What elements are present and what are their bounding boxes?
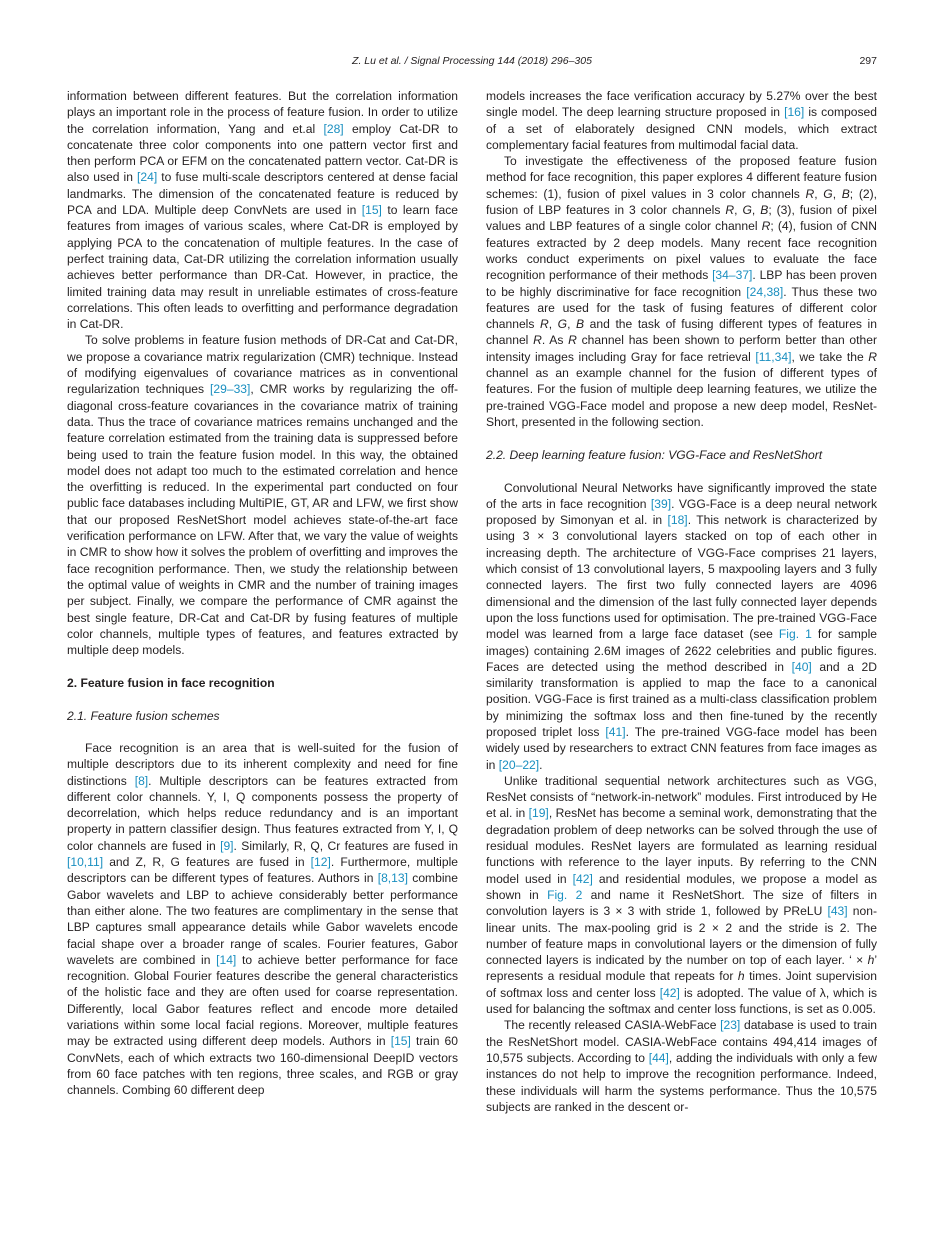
citation-link[interactable]: [16] — [784, 105, 805, 120]
citation-link[interactable]: [15] — [361, 203, 382, 218]
italic-symbol: B — [760, 203, 769, 218]
citation-link[interactable]: [9] — [220, 838, 234, 853]
subsection-heading: 2.2. Deep learning feature fusion: VGG-Face and ResNetShort — [486, 448, 823, 463]
italic-symbol: G — [742, 203, 752, 218]
citation-link[interactable]: [14] — [216, 952, 237, 967]
page-number: 297 — [859, 55, 877, 67]
figure-link[interactable]: Fig. 2 — [547, 887, 583, 902]
citation-link[interactable]: [24] — [137, 170, 158, 185]
citation-link[interactable]: [23] — [720, 1018, 741, 1033]
right-column — [486, 88, 877, 1115]
paragraph: Convolutional Neural Networks have significantly improved the state of the arts in face recognition [39]. VGG-Face is a deep neural network proposed by Simonyan et al. in [18]. This network is characterized by using 3 × 3 convolutional layers stacked on top of each other in increasing depth. The architecture of VGG-Face comprises 21 layers, which consist of 13 convolutional layers, 5 maxpooling layers and 3 fully connected layers. The first two fully connected layers are 4096 dimensional and the dimension of the last fully connected layer depends upon the loss functions used for optimisation. The pre-trained VGG-Face model was learned from a large face dataset (see Fig. 1 for sample images) containing 2.6M images of 2622 celebrities and public figures. Faces are detected using the method described in [40] and a 2D similarity transformation is applied to map the face to a canonical position. VGG-Face is first trained as a multi-class classification problem by minimizing the softmax loss and then fine-tuned by the recently proposed triplet loss [41]. The pre-trained VGG-face model has been widely used by researchers to extract CNN features from face images as in [20–22]. — [486, 480, 877, 772]
paragraph: information between different features. But the correlation information plays an important role in the process of feature fusion. In order to utilize the correlation information, Yang and et.al [28] employ Cat-DR to concatenate three color components into one pattern vector first and then perform PCA or EFM on the concatenated pattern vector. Cat-DR is also used in [24] to fuse multi-scale descriptors centered at dense facial landmarks. The dimension of the concatenated feature is reduced by PCA and LDA. Multiple deep ConvNets are used in [15] to learn face features from images of various scales, where Cat-DR is employed by applying PCA to the concatenation of multiple features. In the case of perfect training data, Cat-DR utilizing the correlation information usually achieves better performance than DR-Cat. However, in practice, the limited training data may result in unreliable estimates of cross-feature correlations. This often leads to overfitting and performance degradation in Cat-DR. — [67, 89, 459, 332]
italic-symbol: B — [841, 186, 850, 201]
citation-link[interactable]: [8,13] — [377, 871, 408, 886]
citation-link[interactable]: [28] — [323, 121, 344, 136]
citation-link[interactable]: [29–33] — [210, 382, 251, 397]
paragraph: To solve problems in feature fusion methods of DR-Cat and Cat-DR, we propose a covariance matrix regularization (CMR) technique. Instead of modifying eigenvalues of covariance matrices as in conventional regularization techniques [29–33], CMR works by regularizing the off-diagonal cross-feature covariances in the covariance matrix of training data. Thus the trace of covariance matrices remains unchanged and the feature correlation estimated from the training data is suppressed before being used to train the feature fusion model. In this way, the obtained model does not adapt too much to the estimated correlation and hence the overfitting is reduced. In the experimental part conducted on four public face databases including MultiPIE, GT, AR and LFW, we first show that our proposed ResNetShort model achieves state-of-the-art face verification performance on LFW. After that, we vary the value of weights in CMR to show how it solves the problem of overfitting and improves the face recognition performance. Then, we study the relationship between the optimal value of weights in CMR and the number of training images per subject. Finally, we compare the performance of CMR against the best single feature, DR-Cat and Cat-DR by fusing features of multiple color channels, multiple types of features, and features extracted by multiple deep models. — [67, 333, 458, 658]
citation-link[interactable]: [43] — [827, 904, 848, 919]
citation-link[interactable]: [18] — [667, 513, 688, 528]
citation-link[interactable]: [42] — [572, 871, 593, 886]
citation-link[interactable]: [24,38] — [746, 284, 784, 299]
citation-link[interactable]: [44] — [648, 1050, 669, 1065]
citation-link[interactable]: [41] — [605, 724, 626, 739]
citation-link[interactable]: [10,11] — [67, 855, 104, 870]
left-column — [67, 88, 458, 1099]
italic-symbol: R — [568, 333, 577, 348]
citation-link[interactable]: [39] — [650, 496, 672, 511]
paragraph: To investigate the effectiveness of the proposed feature fusion method for face recognition, this paper explores 4 different feature fusion schemes: (1), fusion of pixel values in 3 color channels R, G, B; (2), fusion of LBP features in 3 color channels R, G, B; (3), fusion of pixel values and LBP features of a single color channel R; (4), fusion of CNN features extracted by 2 deep models. Many recent face recognition works conduct experiments on pixel values to evaluate the face recognition performance of their methods [34–37]. LBP has been proven to be highly discriminative for face recognition [24,38]. Thus these two features are used for the task of fusing features of different color channels R, G, B and the task of fusing different types of features in channel R. As R channel has been shown to perform better than other intensity images including Gray for face retrieval [11,34], we take the R channel as an example channel for the fusion of different types of features. For the fusion of multiple deep learning features, we utilize the pre-trained VGG-Face model and propose a new deep model, ResNet-Short, presented in the following section. — [486, 154, 878, 429]
italic-symbol: h — [737, 969, 745, 984]
citation-link[interactable]: [15] — [390, 1034, 411, 1049]
paragraph: Unlike traditional sequential network architectures such as VGG, ResNet consists of “network-in-network” modules. First introduced by He et al. in [19], ResNet has become a seminal work, demonstrating that the degradation problem of deep networks can be solved through the use of residual modules. ResNet layers are formulated as learning residual functions with reference to the layer inputs. By referring to the CNN model used in [42] and residential modules, we propose a model as shown in Fig. 2 and name it ResNetShort. The size of filters in convolution layers is 3 × 3 with stride 1, followed by PReLU [43] non-linear units. The max-pooling grid is 2 × 2 and the stride is 2. The number of feature maps in convolutional layers or the dimension of fully connected layers is indicated by the number on top of each layer. ‘ × h’ represents a residual module that repeats for h times. Joint supervision of softmax loss and center loss [42] is adopted. The value of λ, which is used for balancing the softmax and center loss functions, is set as 0.005. — [486, 773, 877, 1017]
citation-link[interactable]: [34–37] — [712, 268, 753, 283]
italic-symbol: R — [725, 203, 735, 218]
citation-link[interactable]: [8] — [134, 773, 149, 788]
subsection-heading: 2.1. Feature fusion schemes — [67, 708, 220, 723]
citation-link[interactable]: [11,34] — [755, 349, 792, 364]
paragraph: Face recognition is an area that is well-suited for the fusion of multiple descriptors due to its inherent complexity and need for fine distinctions [8]. Multiple descriptors can be features extracted from different color channels. Y, I, Q components possess the property of decorrelation, which helps reduce redundancy and is an important property in pattern classifier design. Thus features extracted from Y, I, Q color channels are fused in [9]. Similarly, R, Q, Cr features are fused in [10,11] and Z, R, G features are fused in [12]. Furthermore, multiple descriptors can be different types of features. Authors in [8,13] combine Gabor wavelets and LBP to achieve considerably better performance than either alone. The two features are complimentary in the sense that LBP captures small appearance details while Gabor wavelets encode facial shape over a broader range of scales. Fourier features, Gabor wavelets are combined in [14] to achieve better performance for face recognition. Global Fourier features describe the general characteristics of the holistic face and they are often used for coarse representation. Differently, local Gabor features reflect and encode more detailed variations within some local facial regions. Moreover, multiple features may be extracted using different deep models. Authors in [15] train 60 ConvNets, each of which extracts two 160-dimensional DeepID vectors from 60 face patches with ten regions, three scales, and RGB or gray channels. Combing 60 different deep — [67, 740, 459, 1098]
italic-symbol: R — [540, 317, 549, 332]
running-header — [67, 55, 877, 71]
citation-link[interactable]: [40] — [791, 659, 812, 674]
section-heading: 2. Feature fusion in face recognition — [67, 676, 275, 691]
figure-link[interactable]: Fig. 1 — [778, 627, 812, 642]
paragraph: models increases the face verification accuracy by 5.27% over the best single model. The deep learning structure proposed in [16] is composed of a set of elaborately designed CNN models, which extract complementary facial features from multimodal facial data. — [486, 89, 877, 152]
citation-link[interactable]: [12] — [310, 855, 331, 870]
citation-link[interactable]: [20–22] — [498, 757, 540, 772]
paragraph: The recently released CASIA-WebFace [23] database is used to train the ResNetShort model. CASIA-WebFace contains 494,414 images of 10,575 subjects. According to [44], adding the individuals with only a few instances do not help to improve the recognition performance. Indeed, these individuals will harm the systems performance. Thus the 10,575 subjects are ranked in the descent or- — [486, 1018, 878, 1114]
italic-symbol: R — [805, 186, 815, 201]
citation-link[interactable]: [19] — [528, 806, 549, 821]
italic-symbol: R — [533, 333, 542, 348]
italic-symbol: h — [867, 953, 875, 968]
italic-symbol: G — [823, 186, 833, 201]
italic-symbol: B — [576, 317, 585, 332]
running-title: Z. Lu et al. / Signal Processing 144 (2018) 296–305 — [352, 55, 592, 67]
citation-link[interactable]: [42] — [659, 985, 680, 1000]
italic-symbol: R — [761, 219, 771, 234]
italic-symbol: R — [868, 349, 877, 364]
italic-symbol: G — [557, 317, 568, 332]
